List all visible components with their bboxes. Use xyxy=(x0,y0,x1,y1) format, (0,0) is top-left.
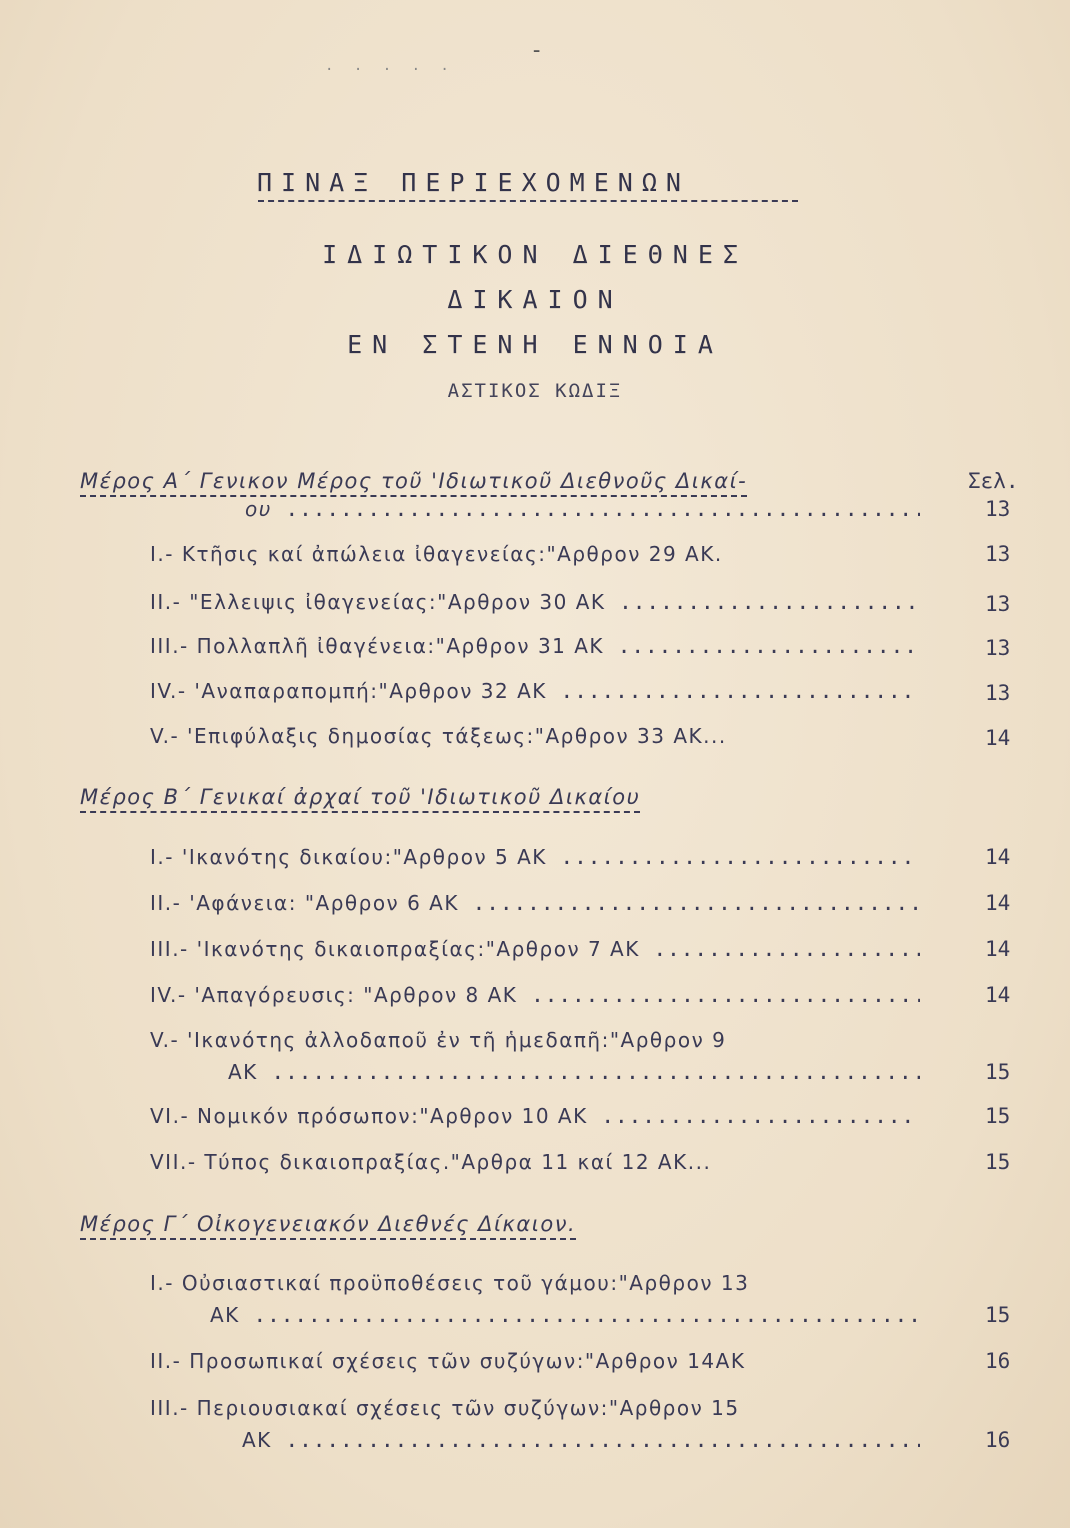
subtitle-line-2: ΔΙΚΑΙΟΝ xyxy=(447,285,623,314)
toc-entry: ΙV.- 'Απαγόρευσις: "Αρθρον 8 ΑΚ ..... xyxy=(150,983,920,1007)
toc-entry-page: 13 xyxy=(985,636,1011,660)
toc-entry: ΙΙ.- Προσωπικαί σχέσεις τῶν συζύγων:"Αρθρον 14ΑΚ xyxy=(150,1349,746,1373)
toc-entry-page: 13 xyxy=(985,592,1011,616)
subtitle-line-3: ΕΝ ΣΤΕΝΗ ΕΝΝΟΙΑ xyxy=(347,330,723,359)
part-c-heading: Μέρος Γ΄ Οἰκογενειακόν Διεθνές Δίκαιον. xyxy=(80,1212,576,1240)
top-mark: - xyxy=(530,38,544,63)
toc-entry-continuation: ΑΚ ..... xyxy=(242,1428,920,1452)
toc-entry: ΙΙΙ.- Περιουσιακαί σχέσεις τῶν συζύγων:"Αρθρον 15 xyxy=(150,1396,740,1420)
toc-entry: Ι.- 'Ικανότης δικαίου:"Αρθρον 5 ΑΚ ..... xyxy=(150,845,920,869)
part-a-heading: Μέρος Α΄ Γενικον Μέρος τοῦ 'Ιδιωτικοῦ Διεθνοῦς Δικαί- xyxy=(80,469,747,497)
toc-entry: V.- 'Επιφύλαξις δημοσίας τάξεως:"Αρθρον 33 ΑΚ... xyxy=(150,724,727,748)
toc-entry: ΙΙ.- 'Αφάνεια: "Αρθρον 6 ΑΚ ..... xyxy=(150,891,920,915)
toc-entry: ΙΙΙ.- Πολλαπλῆ ἰθαγένεια:"Αρθρον 31 ΑΚ ..... xyxy=(150,634,920,658)
toc-entry: ΙΙΙ.- 'Ικανότης δικαιοπραξίας:"Αρθρον 7 ΑΚ ..... xyxy=(150,937,920,961)
toc-entry-page: 13 xyxy=(985,542,1011,566)
toc-entry: VII.- Τύπος δικαιοπραξίας."Αρθρα 11 καί 12 ΑΚ... xyxy=(150,1150,712,1174)
page-column-label: Σελ. xyxy=(968,469,1019,493)
toc-entry-page: 15 xyxy=(985,1060,1011,1084)
toc-entry-page: 14 xyxy=(985,726,1011,750)
toc-entry-page: 15 xyxy=(985,1303,1011,1327)
part-b-heading: Μέρος Β΄ Γενικαί ἀρχαί τοῦ 'Ιδιωτικοῦ Δικαίου xyxy=(80,785,640,813)
part-a-heading-continuation: ου ..... xyxy=(245,497,920,521)
toc-entry-page: 14 xyxy=(985,937,1011,961)
subtitle-line-1: ΙΔΙΩΤΙΚΟΝ ΔΙΕΘΝΕΣ xyxy=(322,240,748,269)
toc-entry: Ι.- Κτῆσις καί ἀπώλεια ἰθαγενείας:"Αρθρον 29 ΑΚ. xyxy=(150,542,723,566)
toc-entry: V.- 'Ικανότης ἀλλοδαποῦ ἐν τῆ ἡμεδαπῆ:"Αρθρον 9 xyxy=(150,1028,727,1052)
page-title: ΠΙΝΑΞ ΠΕΡΙΕΧΟΜΕΝΩΝ xyxy=(257,168,690,197)
part-a-heading-page: 13 xyxy=(985,497,1011,521)
toc-entry-continuation: ΑΚ ..... xyxy=(228,1060,920,1084)
toc-entry-page: 14 xyxy=(985,845,1011,869)
toc-entry-page: 16 xyxy=(985,1349,1011,1373)
toc-entry-page: 13 xyxy=(985,681,1011,705)
toc-entry-page: 14 xyxy=(985,891,1011,915)
toc-entry-page: 15 xyxy=(985,1150,1011,1174)
toc-entry-page: 16 xyxy=(985,1428,1011,1452)
toc-entry: ΙΙ.- "Ελλειψις ἰθαγενείας:"Αρθρον 30 ΑΚ ..... xyxy=(150,590,920,614)
toc-entry-page: 15 xyxy=(985,1104,1011,1128)
toc-entry: ΙV.- 'Αναπαραπομπή:"Αρθρον 32 ΑΚ ..... xyxy=(150,679,920,703)
toc-entry: VI.- Νομικόν πρόσωπον:"Αρθρον 10 ΑΚ ..... xyxy=(150,1104,920,1128)
scan-speckle: · · · · · xyxy=(325,62,455,78)
title-underline xyxy=(258,200,798,202)
toc-entry: Ι.- Οὐσιαστικαί προϋποθέσεις τοῦ γάμου:"Αρθρον 13 xyxy=(150,1271,750,1295)
subtitle-line-4: ΑΣΤΙΚΟΣ ΚΩΔΙΞ xyxy=(447,380,623,402)
toc-entry-page: 14 xyxy=(985,983,1011,1007)
toc-entry-continuation: ΑΚ ..... xyxy=(210,1303,920,1327)
